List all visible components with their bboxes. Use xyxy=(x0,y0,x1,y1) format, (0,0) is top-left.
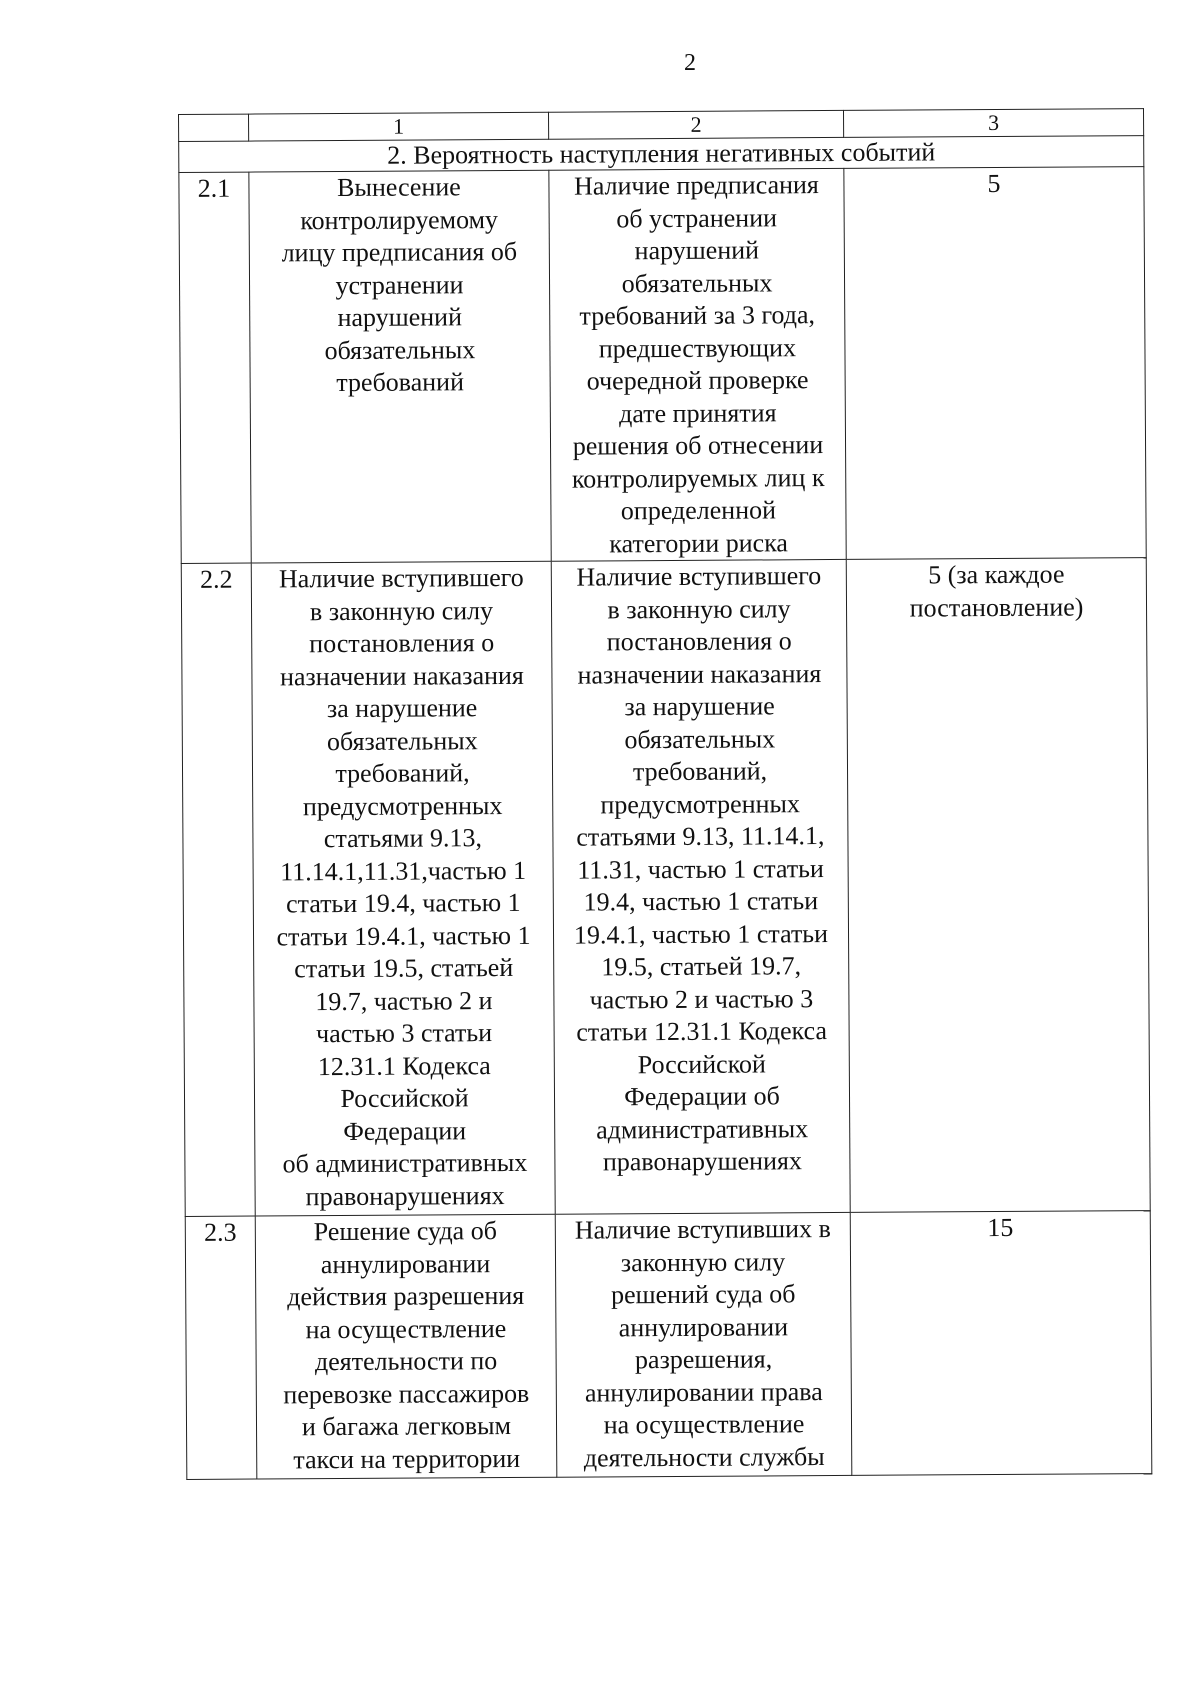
table-row xyxy=(181,558,1150,1217)
header-cell-1: 1 xyxy=(249,112,549,141)
header-cell-0 xyxy=(179,114,249,141)
row-number: 2.1 xyxy=(179,172,251,563)
header-cell-2: 2 xyxy=(548,110,843,139)
row-number: 2.3 xyxy=(185,1216,257,1479)
criterion-cell: Наличие вступившего в законную силу постановления о назначении наказания за нарушение обязательных требований, предусмотренных статьями 9.13, 11.14.1,11.31,частью 1 статьи 19.4, частью 1 статьи 19.4.1, частью 1 статьи 19.5, статьей 19.7, частью 2 и частью 3 статьи 12.31.1 Кодекса Российской Федерации об административных правонарушениях xyxy=(251,561,555,1216)
header-cell-3: 3 xyxy=(843,109,1143,138)
indicator-cell: Наличие вступивших в законную силу решений суда об аннулировании разрешения, аннулировании права на осуществление деятельности службы xyxy=(555,1212,852,1477)
criterion-cell: Решение суда об аннулировании действия разрешения на осуществление деятельности по перевозке пассажиров и багажа легковым такси на территории xyxy=(255,1214,557,1479)
section-title: 2. Вероятность наступления негативных событий xyxy=(179,136,1144,173)
page-number: 2 xyxy=(684,50,696,76)
row-number: 2.2 xyxy=(181,563,255,1216)
score-cell: 15 xyxy=(850,1211,1152,1476)
indicator-cell: Наличие вступившего в законную силу постановления о назначении наказания за нарушение обязательных требований, предусмотренных статьями 9.13, 11.14.1, 11.31, частью 1 статьи 19.4, частью 1 статьи 19.4.1, частью 1 статьи 19.5, статьей 19.7, частью 2 и частью 3 статьи 12.31.1 Кодекса Российской Федерации об административных правонарушениях xyxy=(551,559,850,1214)
score-cell: 5 xyxy=(844,167,1146,560)
table-row xyxy=(179,167,1146,564)
table-row xyxy=(185,1211,1152,1480)
indicator-cell: Наличие предписания об устранении нарушений обязательных требований за 3 года, предшествующих очередной проверке дате принятия решения об отнесении контролируемых лиц к определенной категории риска xyxy=(549,168,846,561)
risk-criteria-table xyxy=(178,108,1152,1480)
score-cell: 5 (за каждое постановление) xyxy=(846,558,1150,1213)
criterion-cell: Вынесение контролируемому лицу предписания об устранении нарушений обязательных требований xyxy=(249,170,551,563)
